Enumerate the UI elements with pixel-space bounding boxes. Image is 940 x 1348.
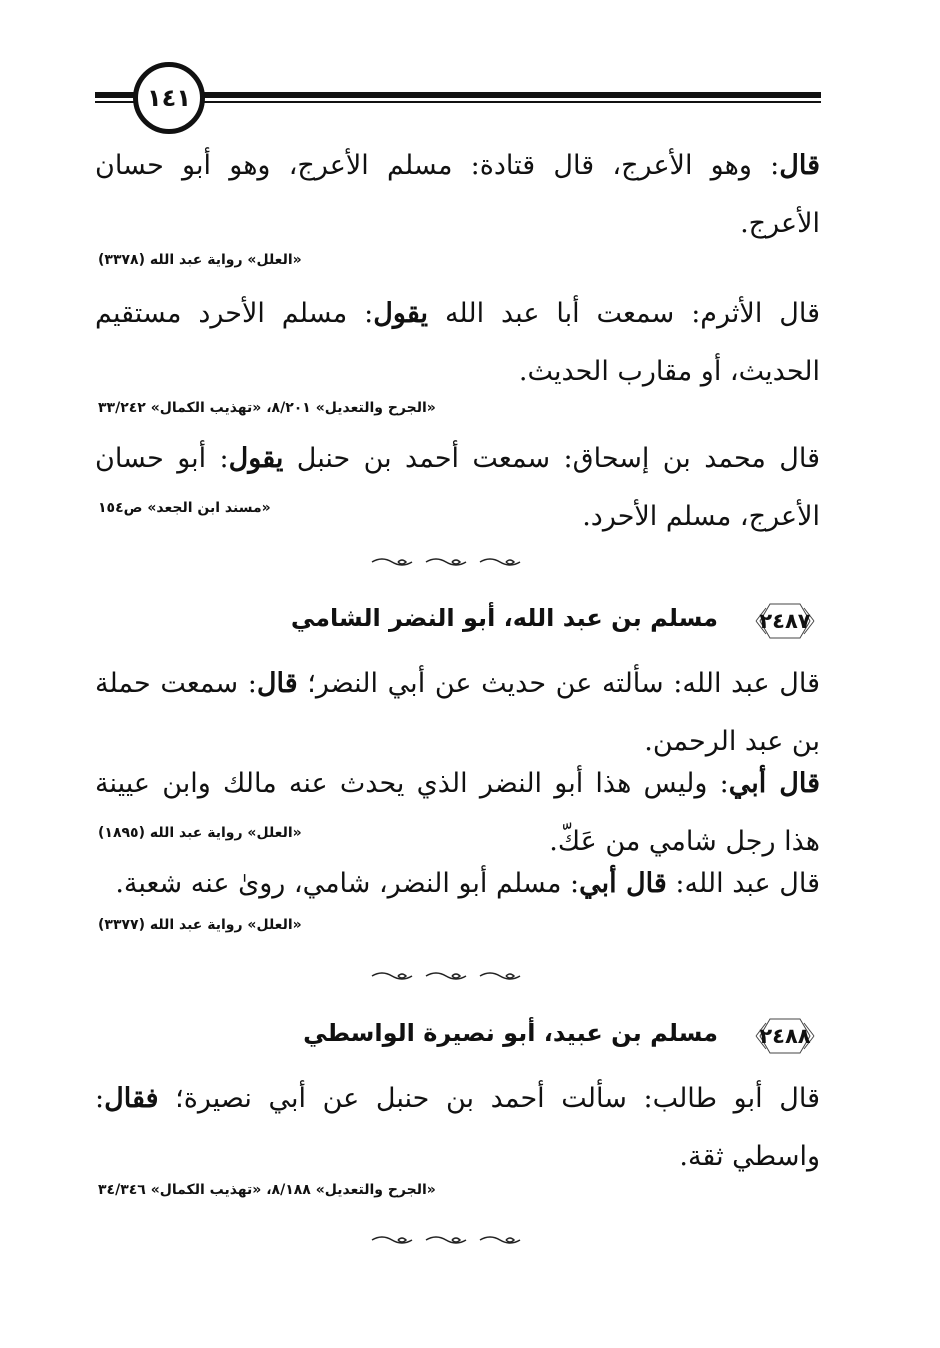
page-number: ١٤١ [133, 62, 205, 134]
ornament-divider [370, 970, 530, 982]
entry-number-badge: ٢٤٨٨ [750, 1013, 820, 1059]
paragraph-1: قال: وهو الأعرج، قال قتادة: مسلم الأعرج، وهو أبو حسان الأعرج. [95, 150, 820, 239]
entry-title: مسلم بن عبيد، أبو نصيرة الواسطي [303, 1019, 718, 1047]
source-citation-6: «الجرح والتعديل» ٨/١٨٨، «تهذيب الكمال» ٣٤/٣٤٦ [98, 1182, 436, 1198]
entry-heading-2487 [95, 598, 820, 648]
source-citation-1: «العلل» رواية عبد الله (٣٣٧٨) [98, 252, 302, 268]
source-citation-5: «العلل» رواية عبد الله (٣٣٧٧) [98, 917, 302, 933]
source-citation-2: «الجرح والتعديل» ٨/٢٠١، «تهذيب الكمال» ٣٣/٢٤٢ [98, 400, 436, 416]
paragraph-4: قال عبد الله: سألته عن حديث عن أبي النضر؛ قال: سمعت حملة بن عبد الرحمن. [95, 668, 820, 757]
source-citation-3: «مسند ابن الجعد» ص١٥٤ [98, 500, 271, 516]
paragraph-6: قال عبد الله: قال أبي: مسلم أبو النضر، شامي، روىٰ عنه شعبة. [115, 868, 820, 899]
paragraph-7: قال أبو طالب: سألت أحمد بن حنبل عن أبي نصيرة؛ فقال: واسطي ثقة. [95, 1083, 820, 1172]
paragraph-5: قال أبي: وليس هذا أبو النضر الذي يحدث عنه مالك وابن عيينة هذا رجل شامي من عَكّ. [95, 768, 821, 857]
ornament-divider [370, 556, 530, 568]
paragraph-3: قال محمد بن إسحاق: سمعت أحمد بن حنبل يقول: أبو حسان الأعرج، مسلم الأحرد. [95, 443, 821, 532]
entry-number-badge: ٢٤٨٧ [750, 598, 820, 644]
ornament-divider [370, 1234, 530, 1246]
entry-title: مسلم بن عبد الله، أبو النضر الشامي [290, 604, 718, 632]
entry-heading-2488 [95, 1013, 820, 1063]
page-header [95, 58, 821, 138]
paragraph-2: قال الأثرم: سمعت أبا عبد الله يقول: مسلم الأحرد مستقيم الحديث، أو مقارب الحديث. [95, 298, 820, 387]
source-citation-4: «العلل» رواية عبد الله (١٨٩٥) [98, 825, 302, 841]
